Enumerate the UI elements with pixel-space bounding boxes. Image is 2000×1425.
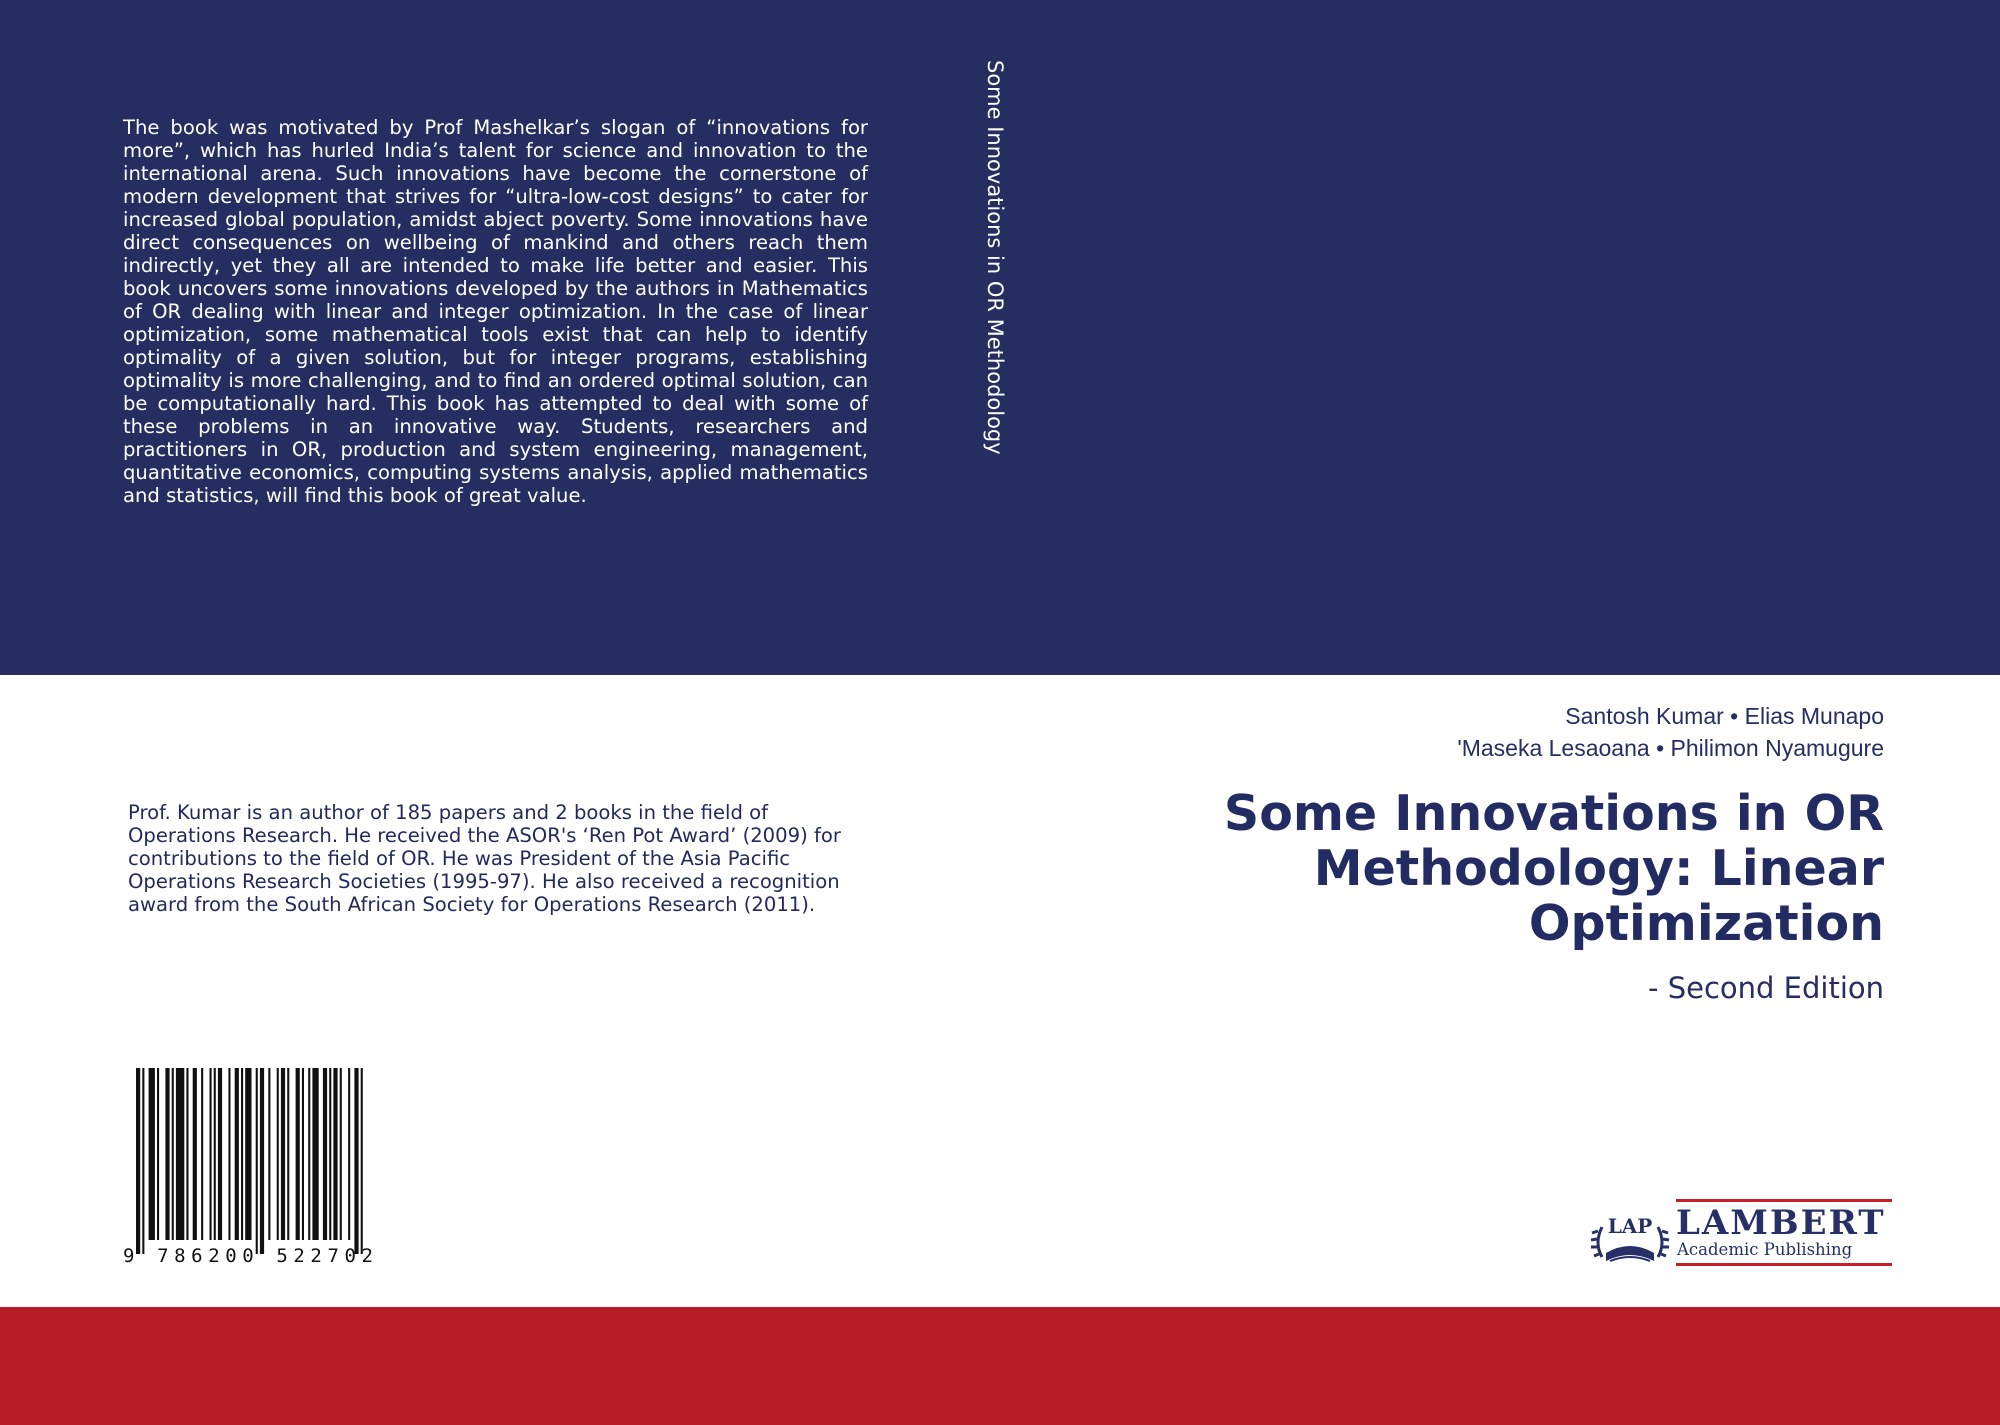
barcode-bar bbox=[256, 1068, 258, 1254]
barcode-bar bbox=[176, 1068, 184, 1240]
lap-emblem-text: LAP bbox=[1607, 1214, 1653, 1238]
barcode-bar bbox=[172, 1068, 174, 1240]
barcode-bar bbox=[210, 1068, 212, 1240]
barcode-bar bbox=[201, 1068, 203, 1240]
barcode-bar bbox=[348, 1068, 350, 1240]
barcode-bar bbox=[333, 1068, 337, 1240]
edition-label: - Second Edition bbox=[1648, 971, 1884, 1005]
logo-rule-top bbox=[1676, 1199, 1892, 1202]
publisher-name: LAMBERT bbox=[1676, 1203, 1886, 1243]
barcode-bar bbox=[281, 1068, 285, 1240]
barcode-bar bbox=[323, 1068, 327, 1240]
barcode-bar bbox=[136, 1068, 140, 1254]
barcode-bar bbox=[235, 1068, 239, 1240]
barcode-bar bbox=[241, 1068, 243, 1240]
barcode-bar bbox=[260, 1068, 264, 1254]
book-blurb: The book was motivated by Prof Mashelkar’s slogan of “innovations for more”, which has hurled India’s talent for science and innovation to the international arena. Such innovations have become the cornerstone of modern development that strives for “ultra-low-cost designs” to cater for increased global population, amidst abject poverty. Some innovations have direct consequences on wellbeing of mankind and others reach them indirectly, yet they all are intended to make life better and easier. This book uncovers some innovations developed by the authors in Mathematics of OR dealing with linear and integer optimization. In the case of linear optimization, some mathematical tools exist that can help to identify optimality of a given solution, but for integer programs, establishing optimality is more challenging, and to find an ordered optimal solution, can be computationally hard. This book has attempted to deal with some of these problems in an innovative way. Students, researchers and practitioners in OR, production and system engineering, management, quantitative economics, computing systems analysis, applied mathematics and statistics, will find this book of great value. bbox=[123, 116, 868, 507]
barcode-bar bbox=[214, 1068, 216, 1240]
barcode-bar bbox=[329, 1068, 331, 1240]
barcode-bar bbox=[149, 1068, 155, 1240]
lap-emblem-icon bbox=[1588, 1195, 1672, 1273]
barcode-bar bbox=[142, 1068, 144, 1254]
barcode-bar bbox=[268, 1068, 270, 1240]
publisher-logo bbox=[1588, 1195, 1893, 1273]
book-title: Some Innovations in OR Methodology: Linear Optimization bbox=[1223, 785, 1884, 952]
barcode-bar bbox=[157, 1068, 159, 1240]
barcode-bar bbox=[361, 1068, 363, 1254]
spine-title: Some Innovations in OR Methodology bbox=[983, 60, 1007, 455]
barcode-bar bbox=[312, 1068, 318, 1240]
barcode-bar bbox=[218, 1068, 222, 1240]
barcode-bar bbox=[354, 1068, 358, 1254]
barcode-bar bbox=[165, 1068, 169, 1240]
isbn-number: 9 786200 522702 bbox=[123, 1245, 379, 1267]
logo-rule-bottom bbox=[1676, 1263, 1892, 1266]
barcode-bar bbox=[277, 1068, 279, 1240]
authors-block bbox=[1084, 700, 1884, 764]
authors-line-1: Santosh Kumar • Elias Munapo bbox=[1565, 703, 1884, 729]
author-bio: Prof. Kumar is an author of 185 papers and 2 books in the field of Operations Research. He received the ASOR's ‘Ren Pot Award’ (2009) for contributions to the field of OR. He was President of the Asia Pacific Operations Research Societies (1995-97). He also received a recognition award from the South African Society for Operations Research (2011). bbox=[128, 801, 841, 916]
cover-bottom-red-band bbox=[0, 1307, 2000, 1425]
barcode-bar bbox=[340, 1068, 342, 1240]
barcode-bar bbox=[245, 1068, 251, 1240]
barcode-bar bbox=[296, 1068, 300, 1240]
barcode-bar bbox=[193, 1068, 197, 1240]
publisher-subtitle: Academic Publishing bbox=[1677, 1240, 1853, 1259]
barcode-bar bbox=[186, 1068, 188, 1240]
barcode-bar bbox=[302, 1068, 304, 1240]
barcode-bar bbox=[287, 1068, 289, 1240]
barcode-bar bbox=[228, 1068, 230, 1240]
barcode-bar bbox=[308, 1068, 310, 1240]
authors-line-2: 'Maseka Lesaoana • Philimon Nyamugure bbox=[1457, 735, 1884, 761]
isbn-barcode bbox=[120, 1068, 450, 1268]
